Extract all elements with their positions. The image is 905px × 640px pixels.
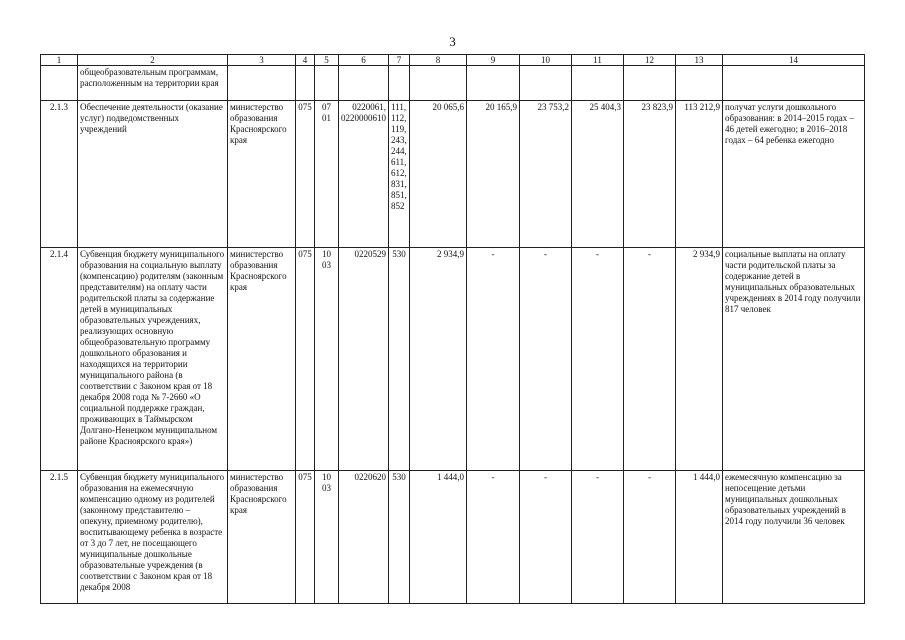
cell: 10 03 xyxy=(315,248,339,471)
header-cell: 12 xyxy=(624,55,676,66)
header-cell: 4 xyxy=(296,55,315,66)
table-row xyxy=(41,66,865,101)
value-cell: 20 165,9 xyxy=(467,101,520,248)
header-cell: 2 xyxy=(78,55,228,66)
value-cell: 23 823,9 xyxy=(624,101,676,248)
org-cell: министерство образования Красноярского края xyxy=(228,248,296,471)
row-name-cell: общеобразовательным программам, расположенным на территории края xyxy=(78,66,228,101)
cell: 0220620 xyxy=(339,471,389,604)
page-number: 3 xyxy=(449,34,456,49)
table-row xyxy=(41,471,865,604)
header-cell: 11 xyxy=(572,55,624,66)
cell: 111, 112, 119, 243, 244, 611, 612, 831, 851, 852 xyxy=(389,101,410,248)
cell: 0220061, 0220000610 xyxy=(339,101,389,248)
row-number-cell: 2.1.5 xyxy=(41,471,78,604)
program-table xyxy=(40,54,865,604)
result-cell: социальные выплаты на оплату части родительской платы за содержание детей в муниципальных образовательных учреждениях в 2014 году получили 817 человек xyxy=(723,248,865,471)
header-cell: 10 xyxy=(520,55,572,66)
result-cell: ежемесячную компенсацию за непосещение детьми муниципальных дошкольных образовательных учреждений в 2014 году получили 36 человек xyxy=(723,471,865,604)
column-number-row xyxy=(41,55,865,66)
cell: 530 xyxy=(389,248,410,471)
cell: 075 xyxy=(296,248,315,471)
result-cell: получат услуги дошкольного образования: в 2014–2015 годах – 46 детей ежегодно; в 2016–2018 годах – 64 ребенка ежегодно xyxy=(723,101,865,248)
row-number-cell: 2.1.3 xyxy=(41,101,78,248)
cell: 10 03 xyxy=(315,471,339,604)
cell: 0220529 xyxy=(339,248,389,471)
value-cell: - xyxy=(467,471,520,604)
cell: 075 xyxy=(296,471,315,604)
header-cell: 14 xyxy=(723,55,865,66)
header-cell: 9 xyxy=(467,55,520,66)
value-cell: - xyxy=(467,248,520,471)
row-number-cell: 2.1.4 xyxy=(41,248,78,471)
header-cell: 6 xyxy=(339,55,389,66)
value-cell: 20 065,6 xyxy=(410,101,467,248)
table-row xyxy=(41,101,865,248)
value-cell: 1 444,0 xyxy=(410,471,467,604)
row-name-cell: Обеспечение деятельности (оказание услуг) подведомственных учреждений xyxy=(78,101,228,248)
value-cell: - xyxy=(572,471,624,604)
header-cell: 5 xyxy=(315,55,339,66)
header-cell: 1 xyxy=(41,55,78,66)
value-cell: - xyxy=(572,248,624,471)
value-cell: 23 753,2 xyxy=(520,101,572,248)
value-cell: - xyxy=(520,471,572,604)
value-cell: 25 404,3 xyxy=(572,101,624,248)
cell: 07 01 xyxy=(315,101,339,248)
total-cell: 113 212,9 xyxy=(676,101,723,248)
value-cell: - xyxy=(624,471,676,604)
header-cell: 13 xyxy=(676,55,723,66)
total-cell: 1 444,0 xyxy=(676,471,723,604)
value-cell: - xyxy=(520,248,572,471)
header-cell: 3 xyxy=(228,55,296,66)
cell: 530 xyxy=(389,471,410,604)
header-cell: 8 xyxy=(410,55,467,66)
row-name-cell: Субвенция бюджету муниципального образования на ежемесячную компенсацию одному из родителей (законному представителю – опекуну, приемному родителю), воспитывающему ребенка в возрасте от 3 до 7 лет, не посещающего муниципальные дошкольные образовательные учреждения (в соответствии с Законом края от 18 декабря 2008 xyxy=(78,471,228,604)
org-cell: министерство образования Красноярского края xyxy=(228,471,296,604)
org-cell: министерство образования Красноярского края xyxy=(228,101,296,248)
row-name-cell: Субвенция бюджету муниципального образования на социальную выплату (компенсацию) родителям (законным представителям) на оплату части родительской платы за содержание детей в муниципальных образовательных учреждениях, реализующих основную общеобразовательную программу дошкольного образования и находящихся на территории муниципального района (в соответствии с Законом края от 18 декабря 2008 года № 7-2660 «О социальной поддержке граждан, проживающих в Таймырском Долгано-Ненецком муниципальном районе Красноярского края») xyxy=(78,248,228,471)
value-cell: 2 934,9 xyxy=(410,248,467,471)
table-row xyxy=(41,248,865,471)
cell: 075 xyxy=(296,101,315,248)
header-cell: 7 xyxy=(389,55,410,66)
total-cell: 2 934,9 xyxy=(676,248,723,471)
value-cell: - xyxy=(624,248,676,471)
